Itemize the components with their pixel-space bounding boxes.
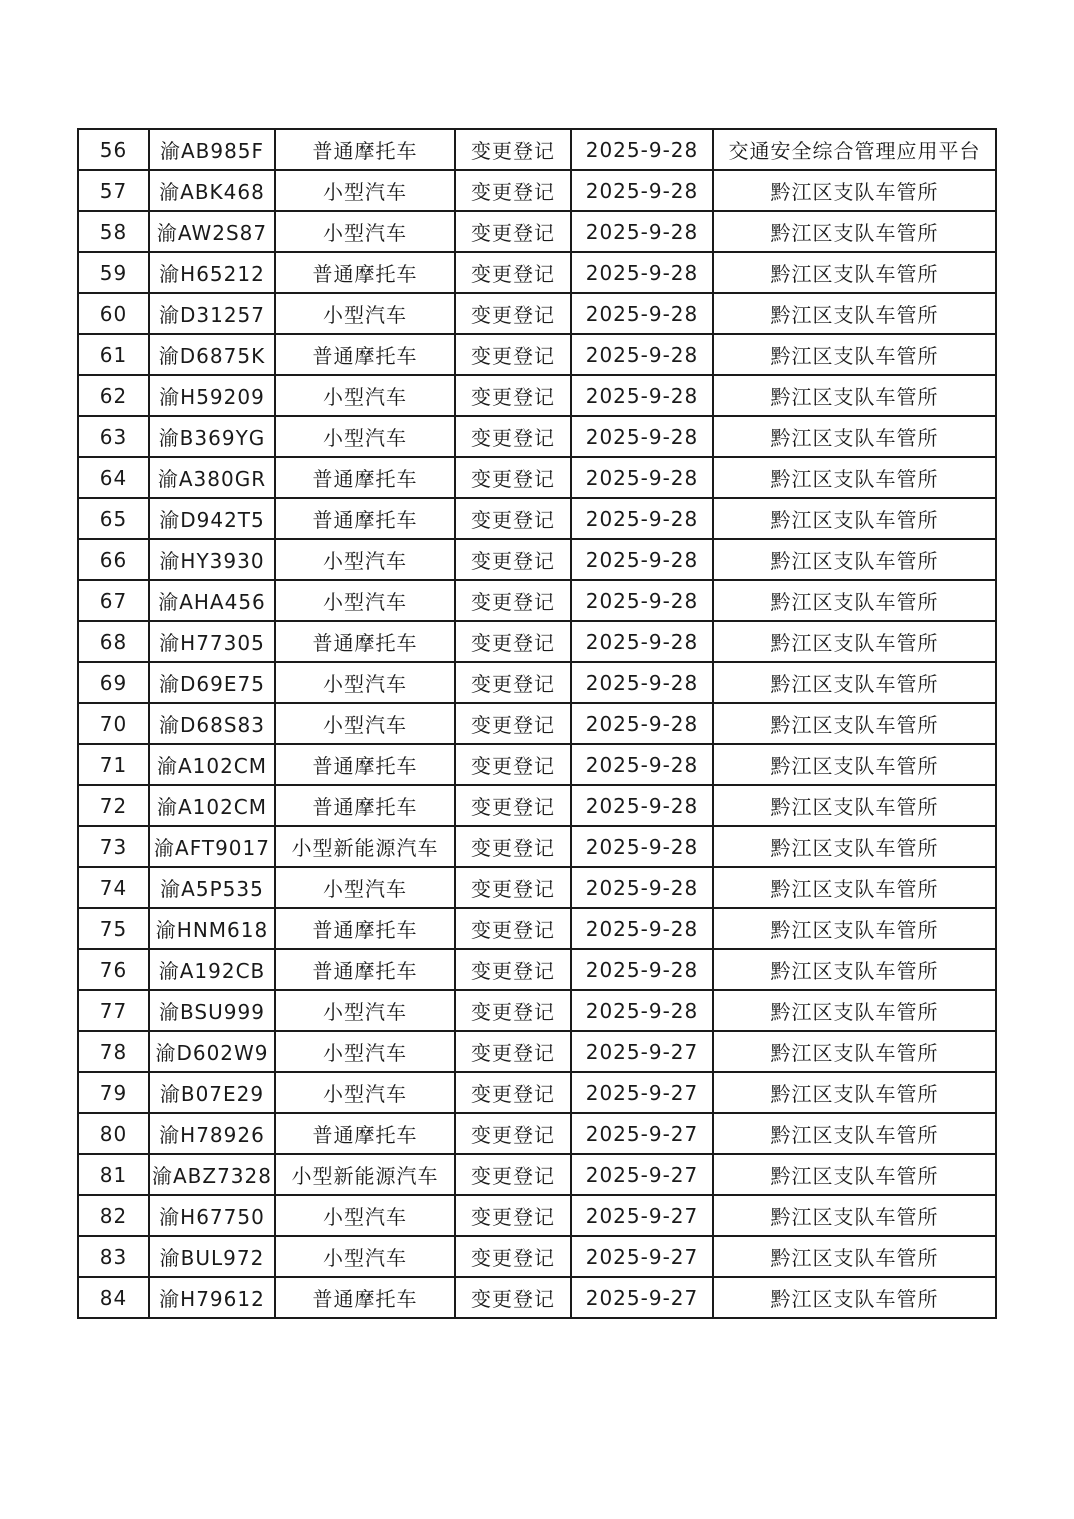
office-cell: 黔江区支队车管所 — [713, 1113, 996, 1154]
business-type-cell: 变更登记 — [455, 170, 571, 211]
date-cell: 2025-9-28 — [571, 375, 713, 416]
date-cell: 2025-9-28 — [571, 457, 713, 498]
plate-number-cell: 渝D6875K — [149, 334, 275, 375]
vehicle-type-cell: 小型汽车 — [275, 867, 455, 908]
table-row — [78, 539, 996, 580]
plate-number-cell: 渝HNM618 — [149, 908, 275, 949]
row-number-cell: 56 — [78, 129, 149, 170]
row-number-cell: 69 — [78, 662, 149, 703]
row-number-cell: 75 — [78, 908, 149, 949]
business-type-cell: 变更登记 — [455, 580, 571, 621]
date-cell: 2025-9-27 — [571, 1277, 713, 1318]
business-type-cell: 变更登记 — [455, 334, 571, 375]
table-row — [78, 498, 996, 539]
table-row — [78, 334, 996, 375]
plate-number-cell: 渝HY3930 — [149, 539, 275, 580]
row-number-cell: 80 — [78, 1113, 149, 1154]
office-cell: 黔江区支队车管所 — [713, 1277, 996, 1318]
table-row — [78, 744, 996, 785]
table-row — [78, 375, 996, 416]
date-cell: 2025-9-28 — [571, 621, 713, 662]
date-cell: 2025-9-28 — [571, 416, 713, 457]
table-row — [78, 1277, 996, 1318]
table-row — [78, 785, 996, 826]
plate-number-cell: 渝BSU999 — [149, 990, 275, 1031]
table-row — [78, 1072, 996, 1113]
table-row — [78, 908, 996, 949]
row-number-cell: 63 — [78, 416, 149, 457]
vehicle-type-cell: 普通摩托车 — [275, 1113, 455, 1154]
row-number-cell: 77 — [78, 990, 149, 1031]
plate-number-cell: 渝A192CB — [149, 949, 275, 990]
row-number-cell: 64 — [78, 457, 149, 498]
vehicle-type-cell: 普通摩托车 — [275, 498, 455, 539]
vehicle-type-cell: 小型新能源汽车 — [275, 826, 455, 867]
vehicle-type-cell: 小型汽车 — [275, 539, 455, 580]
office-cell: 黔江区支队车管所 — [713, 1154, 996, 1195]
row-number-cell: 82 — [78, 1195, 149, 1236]
plate-number-cell: 渝B07E29 — [149, 1072, 275, 1113]
business-type-cell: 变更登记 — [455, 1113, 571, 1154]
vehicle-type-cell: 普通摩托车 — [275, 908, 455, 949]
office-cell: 黔江区支队车管所 — [713, 703, 996, 744]
office-cell: 黔江区支队车管所 — [713, 785, 996, 826]
business-type-cell: 变更登记 — [455, 416, 571, 457]
business-type-cell: 变更登记 — [455, 990, 571, 1031]
plate-number-cell: 渝A380GR — [149, 457, 275, 498]
plate-number-cell: 渝D68S83 — [149, 703, 275, 744]
plate-number-cell: 渝D69E75 — [149, 662, 275, 703]
plate-number-cell: 渝H78926 — [149, 1113, 275, 1154]
business-type-cell: 变更登记 — [455, 949, 571, 990]
plate-number-cell: 渝H59209 — [149, 375, 275, 416]
date-cell: 2025-9-28 — [571, 293, 713, 334]
date-cell: 2025-9-28 — [571, 211, 713, 252]
row-number-cell: 60 — [78, 293, 149, 334]
business-type-cell: 变更登记 — [455, 1277, 571, 1318]
date-cell: 2025-9-28 — [571, 662, 713, 703]
row-number-cell: 58 — [78, 211, 149, 252]
office-cell: 黔江区支队车管所 — [713, 621, 996, 662]
business-type-cell: 变更登记 — [455, 498, 571, 539]
plate-number-cell: 渝AFT9017 — [149, 826, 275, 867]
row-number-cell: 68 — [78, 621, 149, 662]
row-number-cell: 72 — [78, 785, 149, 826]
business-type-cell: 变更登记 — [455, 1072, 571, 1113]
plate-number-cell: 渝D602W9 — [149, 1031, 275, 1072]
plate-number-cell: 渝H79612 — [149, 1277, 275, 1318]
plate-number-cell: 渝H65212 — [149, 252, 275, 293]
business-type-cell: 变更登记 — [455, 539, 571, 580]
row-number-cell: 70 — [78, 703, 149, 744]
plate-number-cell: 渝H67750 — [149, 1195, 275, 1236]
plate-number-cell: 渝AHA456 — [149, 580, 275, 621]
row-number-cell: 61 — [78, 334, 149, 375]
business-type-cell: 变更登记 — [455, 662, 571, 703]
table-row — [78, 1113, 996, 1154]
plate-number-cell: 渝BUL972 — [149, 1236, 275, 1277]
office-cell: 黔江区支队车管所 — [713, 375, 996, 416]
table-row — [78, 457, 996, 498]
date-cell: 2025-9-28 — [571, 990, 713, 1031]
vehicle-type-cell: 普通摩托车 — [275, 129, 455, 170]
business-type-cell: 变更登记 — [455, 867, 571, 908]
plate-number-cell: 渝H77305 — [149, 621, 275, 662]
business-type-cell: 变更登记 — [455, 703, 571, 744]
office-cell: 黔江区支队车管所 — [713, 293, 996, 334]
business-type-cell: 变更登记 — [455, 457, 571, 498]
vehicle-type-cell: 普通摩托车 — [275, 252, 455, 293]
office-cell: 黔江区支队车管所 — [713, 990, 996, 1031]
business-type-cell: 变更登记 — [455, 1195, 571, 1236]
date-cell: 2025-9-28 — [571, 908, 713, 949]
vehicle-type-cell: 小型汽车 — [275, 662, 455, 703]
plate-number-cell: 渝D942T5 — [149, 498, 275, 539]
vehicle-type-cell: 普通摩托车 — [275, 785, 455, 826]
row-number-cell: 79 — [78, 1072, 149, 1113]
vehicle-type-cell: 小型汽车 — [275, 990, 455, 1031]
business-type-cell: 变更登记 — [455, 908, 571, 949]
office-cell: 黔江区支队车管所 — [713, 170, 996, 211]
business-type-cell: 变更登记 — [455, 785, 571, 826]
row-number-cell: 66 — [78, 539, 149, 580]
vehicle-type-cell: 小型汽车 — [275, 416, 455, 457]
vehicle-type-cell: 小型汽车 — [275, 375, 455, 416]
office-cell: 黔江区支队车管所 — [713, 539, 996, 580]
table-body — [78, 129, 996, 1318]
vehicle-type-cell: 小型汽车 — [275, 703, 455, 744]
vehicle-type-cell: 小型汽车 — [275, 1195, 455, 1236]
office-cell: 黔江区支队车管所 — [713, 662, 996, 703]
vehicle-type-cell: 小型新能源汽车 — [275, 1154, 455, 1195]
office-cell: 黔江区支队车管所 — [713, 1236, 996, 1277]
row-number-cell: 74 — [78, 867, 149, 908]
vehicle-type-cell: 普通摩托车 — [275, 949, 455, 990]
office-cell: 黔江区支队车管所 — [713, 826, 996, 867]
vehicle-type-cell: 小型汽车 — [275, 1072, 455, 1113]
plate-number-cell: 渝A5P535 — [149, 867, 275, 908]
business-type-cell: 变更登记 — [455, 621, 571, 662]
table-row — [78, 580, 996, 621]
table-row — [78, 129, 996, 170]
office-cell: 黔江区支队车管所 — [713, 1195, 996, 1236]
business-type-cell: 变更登记 — [455, 1031, 571, 1072]
office-cell: 黔江区支队车管所 — [713, 498, 996, 539]
vehicle-type-cell: 普通摩托车 — [275, 457, 455, 498]
table-row — [78, 990, 996, 1031]
business-type-cell: 变更登记 — [455, 1154, 571, 1195]
business-type-cell: 变更登记 — [455, 293, 571, 334]
plate-number-cell: 渝D31257 — [149, 293, 275, 334]
vehicle-type-cell: 小型汽车 — [275, 1236, 455, 1277]
date-cell: 2025-9-28 — [571, 252, 713, 293]
row-number-cell: 76 — [78, 949, 149, 990]
date-cell: 2025-9-28 — [571, 129, 713, 170]
vehicle-type-cell: 普通摩托车 — [275, 334, 455, 375]
office-cell: 黔江区支队车管所 — [713, 457, 996, 498]
office-cell: 黔江区支队车管所 — [713, 580, 996, 621]
office-cell: 黔江区支队车管所 — [713, 1072, 996, 1113]
table-row — [78, 662, 996, 703]
row-number-cell: 71 — [78, 744, 149, 785]
date-cell: 2025-9-28 — [571, 334, 713, 375]
date-cell: 2025-9-28 — [571, 867, 713, 908]
date-cell: 2025-9-28 — [571, 539, 713, 580]
table-row — [78, 867, 996, 908]
vehicle-type-cell: 小型汽车 — [275, 1031, 455, 1072]
plate-number-cell: 渝ABZ7328 — [149, 1154, 275, 1195]
office-cell: 黔江区支队车管所 — [713, 252, 996, 293]
business-type-cell: 变更登记 — [455, 129, 571, 170]
date-cell: 2025-9-27 — [571, 1154, 713, 1195]
plate-number-cell: 渝ABK468 — [149, 170, 275, 211]
plate-number-cell: 渝AB985F — [149, 129, 275, 170]
table-row — [78, 826, 996, 867]
date-cell: 2025-9-28 — [571, 703, 713, 744]
date-cell: 2025-9-27 — [571, 1195, 713, 1236]
table-row — [78, 170, 996, 211]
table-row — [78, 1031, 996, 1072]
business-type-cell: 变更登记 — [455, 826, 571, 867]
row-number-cell: 81 — [78, 1154, 149, 1195]
vehicle-type-cell: 普通摩托车 — [275, 744, 455, 785]
row-number-cell: 73 — [78, 826, 149, 867]
date-cell: 2025-9-27 — [571, 1236, 713, 1277]
row-number-cell: 57 — [78, 170, 149, 211]
table-row — [78, 703, 996, 744]
date-cell: 2025-9-28 — [571, 744, 713, 785]
plate-number-cell: 渝AW2S87 — [149, 211, 275, 252]
table-row — [78, 1195, 996, 1236]
date-cell: 2025-9-27 — [571, 1072, 713, 1113]
row-number-cell: 65 — [78, 498, 149, 539]
row-number-cell: 84 — [78, 1277, 149, 1318]
date-cell: 2025-9-28 — [571, 949, 713, 990]
vehicle-type-cell: 小型汽车 — [275, 580, 455, 621]
office-cell: 黔江区支队车管所 — [713, 1031, 996, 1072]
office-cell: 黔江区支队车管所 — [713, 211, 996, 252]
row-number-cell: 67 — [78, 580, 149, 621]
business-type-cell: 变更登记 — [455, 1236, 571, 1277]
row-number-cell: 59 — [78, 252, 149, 293]
office-cell: 黔江区支队车管所 — [713, 867, 996, 908]
row-number-cell: 83 — [78, 1236, 149, 1277]
office-cell: 黔江区支队车管所 — [713, 744, 996, 785]
table-row — [78, 252, 996, 293]
date-cell: 2025-9-28 — [571, 826, 713, 867]
vehicle-type-cell: 小型汽车 — [275, 293, 455, 334]
plate-number-cell: 渝A102CM — [149, 785, 275, 826]
date-cell: 2025-9-28 — [571, 785, 713, 826]
table-row — [78, 949, 996, 990]
office-cell: 交通安全综合管理应用平台 — [713, 129, 996, 170]
business-type-cell: 变更登记 — [455, 211, 571, 252]
row-number-cell: 78 — [78, 1031, 149, 1072]
table-row — [78, 211, 996, 252]
row-number-cell: 62 — [78, 375, 149, 416]
plate-number-cell: 渝B369YG — [149, 416, 275, 457]
office-cell: 黔江区支队车管所 — [713, 416, 996, 457]
vehicle-type-cell: 普通摩托车 — [275, 621, 455, 662]
date-cell: 2025-9-28 — [571, 580, 713, 621]
table-row — [78, 1236, 996, 1277]
vehicle-type-cell: 小型汽车 — [275, 170, 455, 211]
date-cell: 2025-9-27 — [571, 1113, 713, 1154]
date-cell: 2025-9-28 — [571, 170, 713, 211]
office-cell: 黔江区支队车管所 — [713, 949, 996, 990]
plate-number-cell: 渝A102CM — [149, 744, 275, 785]
table-row — [78, 1154, 996, 1195]
office-cell: 黔江区支队车管所 — [713, 334, 996, 375]
business-type-cell: 变更登记 — [455, 375, 571, 416]
business-type-cell: 变更登记 — [455, 252, 571, 293]
vehicle-type-cell: 小型汽车 — [275, 211, 455, 252]
vehicle-type-cell: 普通摩托车 — [275, 1277, 455, 1318]
vehicle-registration-table — [77, 128, 997, 1319]
date-cell: 2025-9-27 — [571, 1031, 713, 1072]
business-type-cell: 变更登记 — [455, 744, 571, 785]
table-row — [78, 293, 996, 334]
table-row — [78, 416, 996, 457]
date-cell: 2025-9-28 — [571, 498, 713, 539]
table-row — [78, 621, 996, 662]
office-cell: 黔江区支队车管所 — [713, 908, 996, 949]
